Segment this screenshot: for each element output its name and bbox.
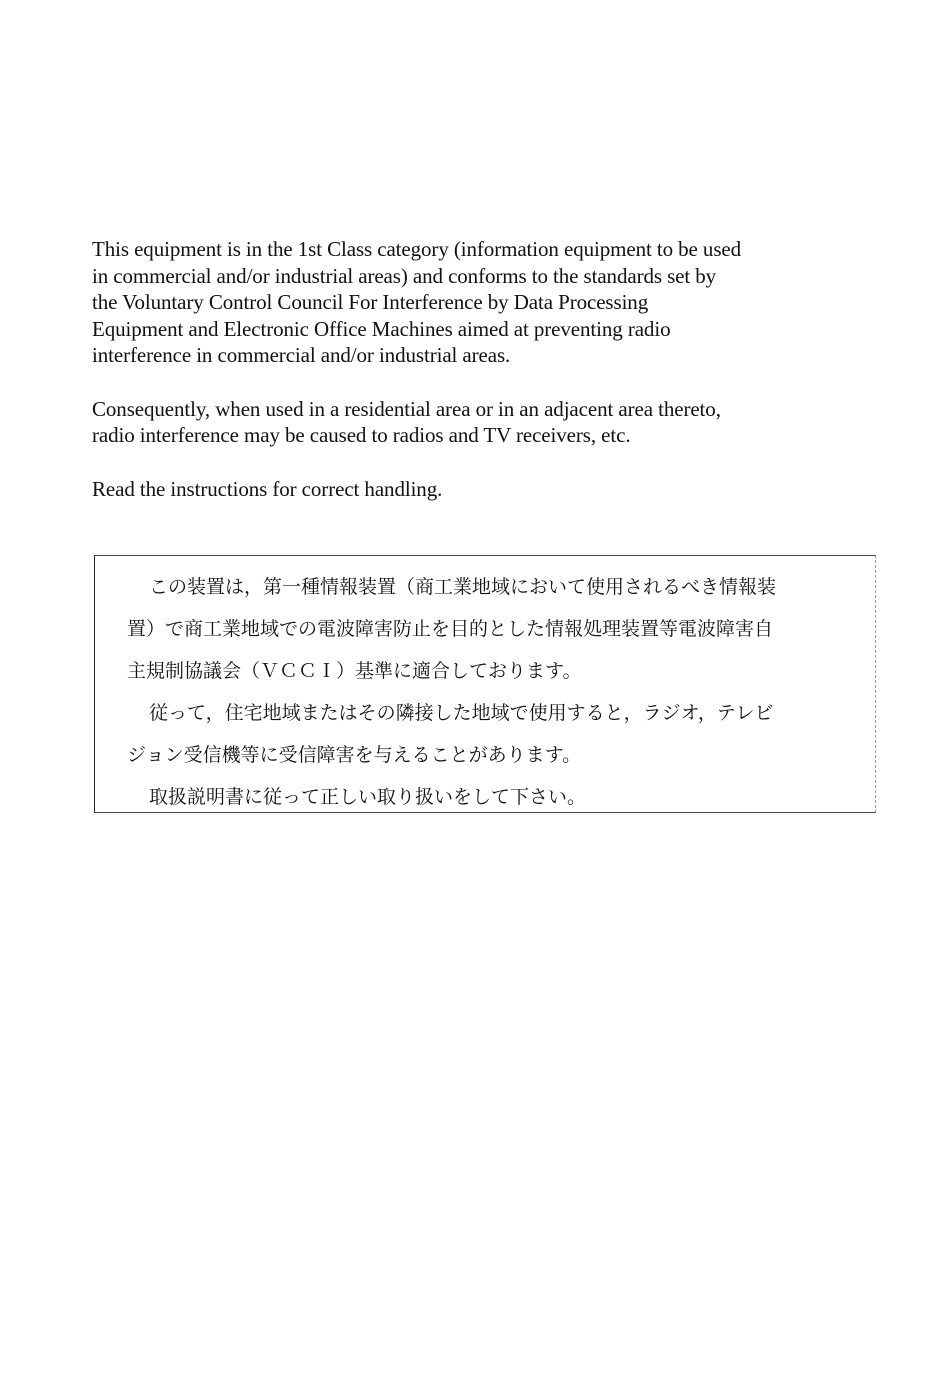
japanese-line-5: ジョン受信機等に受信障害を与えることがあります。: [127, 744, 582, 766]
japanese-line-3: 主規制協議会（ＶＣＣＩ）基準に適合しております。: [127, 660, 582, 682]
japanese-line-1: この装置は，第一種情報装置（商工業地域において使用されるべき情報装: [149, 576, 777, 598]
handling-instruction-paragraph: Read the instructions for correct handling.: [92, 476, 443, 501]
japanese-vcci-notice-box: [94, 555, 876, 813]
japanese-notice-text: [127, 566, 847, 818]
interference-warning-paragraph: Consequently, when used in a residential area or in an adjacent area thereto, radio interference may be caused to radios and TV receivers, etc.: [92, 396, 721, 447]
japanese-line-6: 取扱説明書に従って正しい取り扱いをして下さい。: [149, 786, 587, 808]
japanese-line-2: 置）で商工業地域での電波障害防止を目的とした情報処理装置等電波障害自: [127, 618, 774, 640]
japanese-line-4: 従って，住宅地域またはその隣接した地域で使用すると，ラジオ，テレビ: [149, 702, 774, 724]
class-category-paragraph: This equipment is in the 1st Class category (information equipment to be used in commercial and/or industrial areas) and conforms to the standards set by the Voluntary Control Council For Interference by Data Processing Equipment and Electronic Office Machines aimed at preventing radio interference in commercial and/or industrial areas.: [92, 237, 742, 367]
english-notice: [92, 236, 882, 529]
